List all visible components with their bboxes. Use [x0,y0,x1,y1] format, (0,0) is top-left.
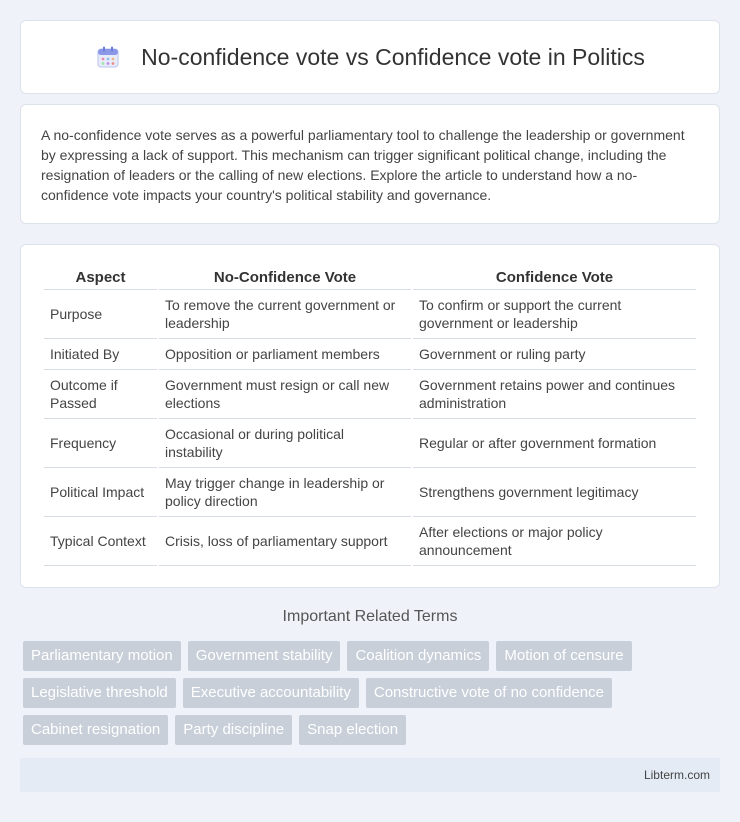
table-cell: Occasional or during political instability [159,419,411,468]
related-term-tag[interactable]: Coalition dynamics [347,641,489,671]
related-term-tag[interactable]: Cabinet resignation [23,715,168,745]
table-cell: Strengthens government legitimacy [413,468,696,517]
table-row [44,517,696,566]
table-cell: Government retains power and continues administration [413,370,696,419]
table-cell: Crisis, loss of parliamentary support [159,517,411,566]
table-cell: Regular or after government formation [413,419,696,468]
table-cell: To confirm or support the current government or leadership [413,290,696,339]
column-header: Aspect [44,265,157,290]
comparison-table [42,265,698,566]
related-term-tag[interactable]: Legislative threshold [23,678,176,708]
table-cell: Political Impact [44,468,157,517]
related-term-tag[interactable]: Motion of censure [496,641,631,671]
table-row [44,370,696,419]
page-title: No-confidence vote vs Confidence vote in Politics [141,43,645,70]
related-terms-title: Important Related Terms [282,608,458,625]
related-term-tag[interactable]: Government stability [188,641,341,671]
table-cell: Government must resign or call new elections [159,370,411,419]
related-term-tag[interactable]: Executive accountability [183,678,359,708]
comparison-table-card [20,244,720,588]
table-header-row [44,265,696,290]
table-row [44,468,696,517]
table-cell: May trigger change in leadership or policy direction [159,468,411,517]
related-term-tag[interactable]: Constructive vote of no confidence [366,678,612,708]
table-cell: Government or ruling party [413,339,696,370]
table-cell: Purpose [44,290,157,339]
table-row [44,290,696,339]
footer [20,758,720,792]
table-cell: After elections or major policy announcement [413,517,696,566]
related-terms-list [23,641,723,752]
column-header: No-Confidence Vote [159,265,411,290]
related-term-tag[interactable]: Parliamentary motion [23,641,181,671]
table-cell: Frequency [44,419,157,468]
table-cell: Typical Context [44,517,157,566]
table-row [44,419,696,468]
table-row [44,339,696,370]
intro-text: A no-confidence vote serves as a powerful parliamentary tool to challenge the leadership or government by expressing a lack of support. This mechanism can trigger significant political change, including the resignation of leaders or the calling of new elections. Explore the article to understand how a no-confidence vote impacts your country's political stability and governance. [41,127,685,203]
header-card [20,20,720,94]
footer-brand-link[interactable]: Libterm.com [643,768,710,782]
table-cell: Initiated By [44,339,157,370]
intro-card [20,104,720,224]
related-term-tag[interactable]: Snap election [299,715,406,745]
calendar-icon [95,44,121,70]
related-term-tag[interactable]: Party discipline [175,715,292,745]
table-cell: Outcome if Passed [44,370,157,419]
table-cell: Opposition or parliament members [159,339,411,370]
column-header: Confidence Vote [413,265,696,290]
table-cell: To remove the current government or leadership [159,290,411,339]
